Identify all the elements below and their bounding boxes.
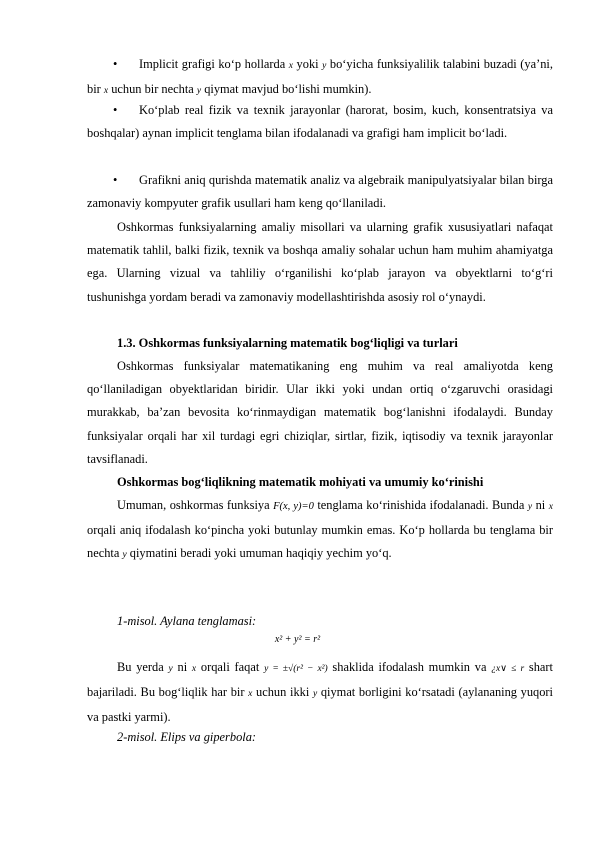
var-x: x (248, 689, 253, 700)
formula-condition: ¿x∨ ≤ r (491, 664, 525, 674)
formula-y-solution: y = ±√(r² − x²) (264, 664, 328, 674)
var-y: y (168, 664, 173, 674)
var-x: x (191, 664, 197, 674)
paragraph-1: Oshkormas funksiyalarning amaliy misollari va ularning grafik xususiyatlari nafaqat matematik tahlil, balki fizik, texnik va boshqa amaliy sohalar uchun ham muhim ahamiyatga ega. Ularning vizual va tahliliy o‘rganilishi ko‘plab jarayon va obyektlarni to‘g‘ri tushunishga yordam beradi va zamonaviy modellashtirishda asosiy rol o‘ynaydi. (87, 220, 553, 304)
var-y: y (322, 61, 327, 71)
section-heading: 1.3. Oshkormas funksiyalarning matematik bog‘liqligi va turlari (117, 336, 458, 350)
var-y: y (312, 689, 318, 700)
paragraph-4: Bu yerda y ni x orqali faqat y = ±√(r² − x²) shaklida ifodalash mumkin va ¿x∨ ≤ r shart bajariladi. Bu bog‘liqlik har bir x uchun ikki y qiymat borligini ko‘rsatadi (aylananing yuqori va pastki yarmi). (87, 660, 553, 725)
var-y: y (196, 86, 202, 97)
example-2-label: 2-misol. Elips va giperbola: (117, 730, 257, 744)
bullet-marker: • (113, 103, 118, 117)
var-y: y (527, 502, 533, 512)
example-1-label: 1-misol. Aylana tenglamasi: (117, 614, 257, 628)
bullet-marker: • (113, 57, 118, 71)
var-x: x (103, 86, 109, 97)
equation-circle: x² + y² = r² (274, 634, 321, 645)
var-x: x (548, 502, 553, 512)
bullet-marker: • (113, 173, 118, 187)
bullet-item-3: Grafikni aniq qurishda matematik analiz va algebraik manipulyatsiyalar bilan birga zamonaviy kompyuter grafik usullari ham keng qo‘llaniladi. (87, 173, 553, 211)
formula-implicit: F(x, y)=0 (273, 501, 314, 512)
bullet-item-2: Ko‘plab real fizik va texnik jarayonlar (harorat, bosim, kuch, konsentratsiya va boshqalar) aynan implicit tenglama bilan ifodalanadi va grafigi ham implicit bo‘ladi. (87, 103, 553, 141)
paragraph-3: Umuman, oshkormas funksiya F(x, y)=0 tenglama ko‘rinishida ifodalanadi. Bunda y ni x orqali aniq ifodalash ko‘pincha yoki butunlay mumkin emas. Ko‘p hollarda bu tenglama bir nechta y qiymatini beradi yoki umuman haqiqiy yechim yo‘q. (87, 498, 553, 561)
var-y: y (122, 550, 127, 561)
subsection-heading: Oshkormas bog‘liqlikning matematik mohiyati va umumiy ko‘rinishi (117, 475, 484, 489)
var-x: x (288, 61, 293, 71)
bullet-item-1: Implicit grafigi ko‘p hollarda x yoki y bo‘yicha funksiyalilik talabini buzadi (ya’ni, bir x uchun bir nechta y qiymat mavjud bo‘lishi mumkin). (87, 57, 553, 97)
paragraph-2: Oshkormas funksiyalar matematikaning eng muhim va real amaliyotda keng qo‘llaniladigan obyektlaridan biridir. Ular ikki yoki undan ortiq o‘zgaruvchi orasidagi murakkab, ba’zan bevosita ko‘rinmaydigan matematik bog‘lanishni ifodalaydi. Bunday funksiyalar orqali har xil turdagi egri chiziqlar, sirtlar, fizik, iqtisodiy va texnik jarayonlar tavsiflanadi. (87, 359, 553, 466)
